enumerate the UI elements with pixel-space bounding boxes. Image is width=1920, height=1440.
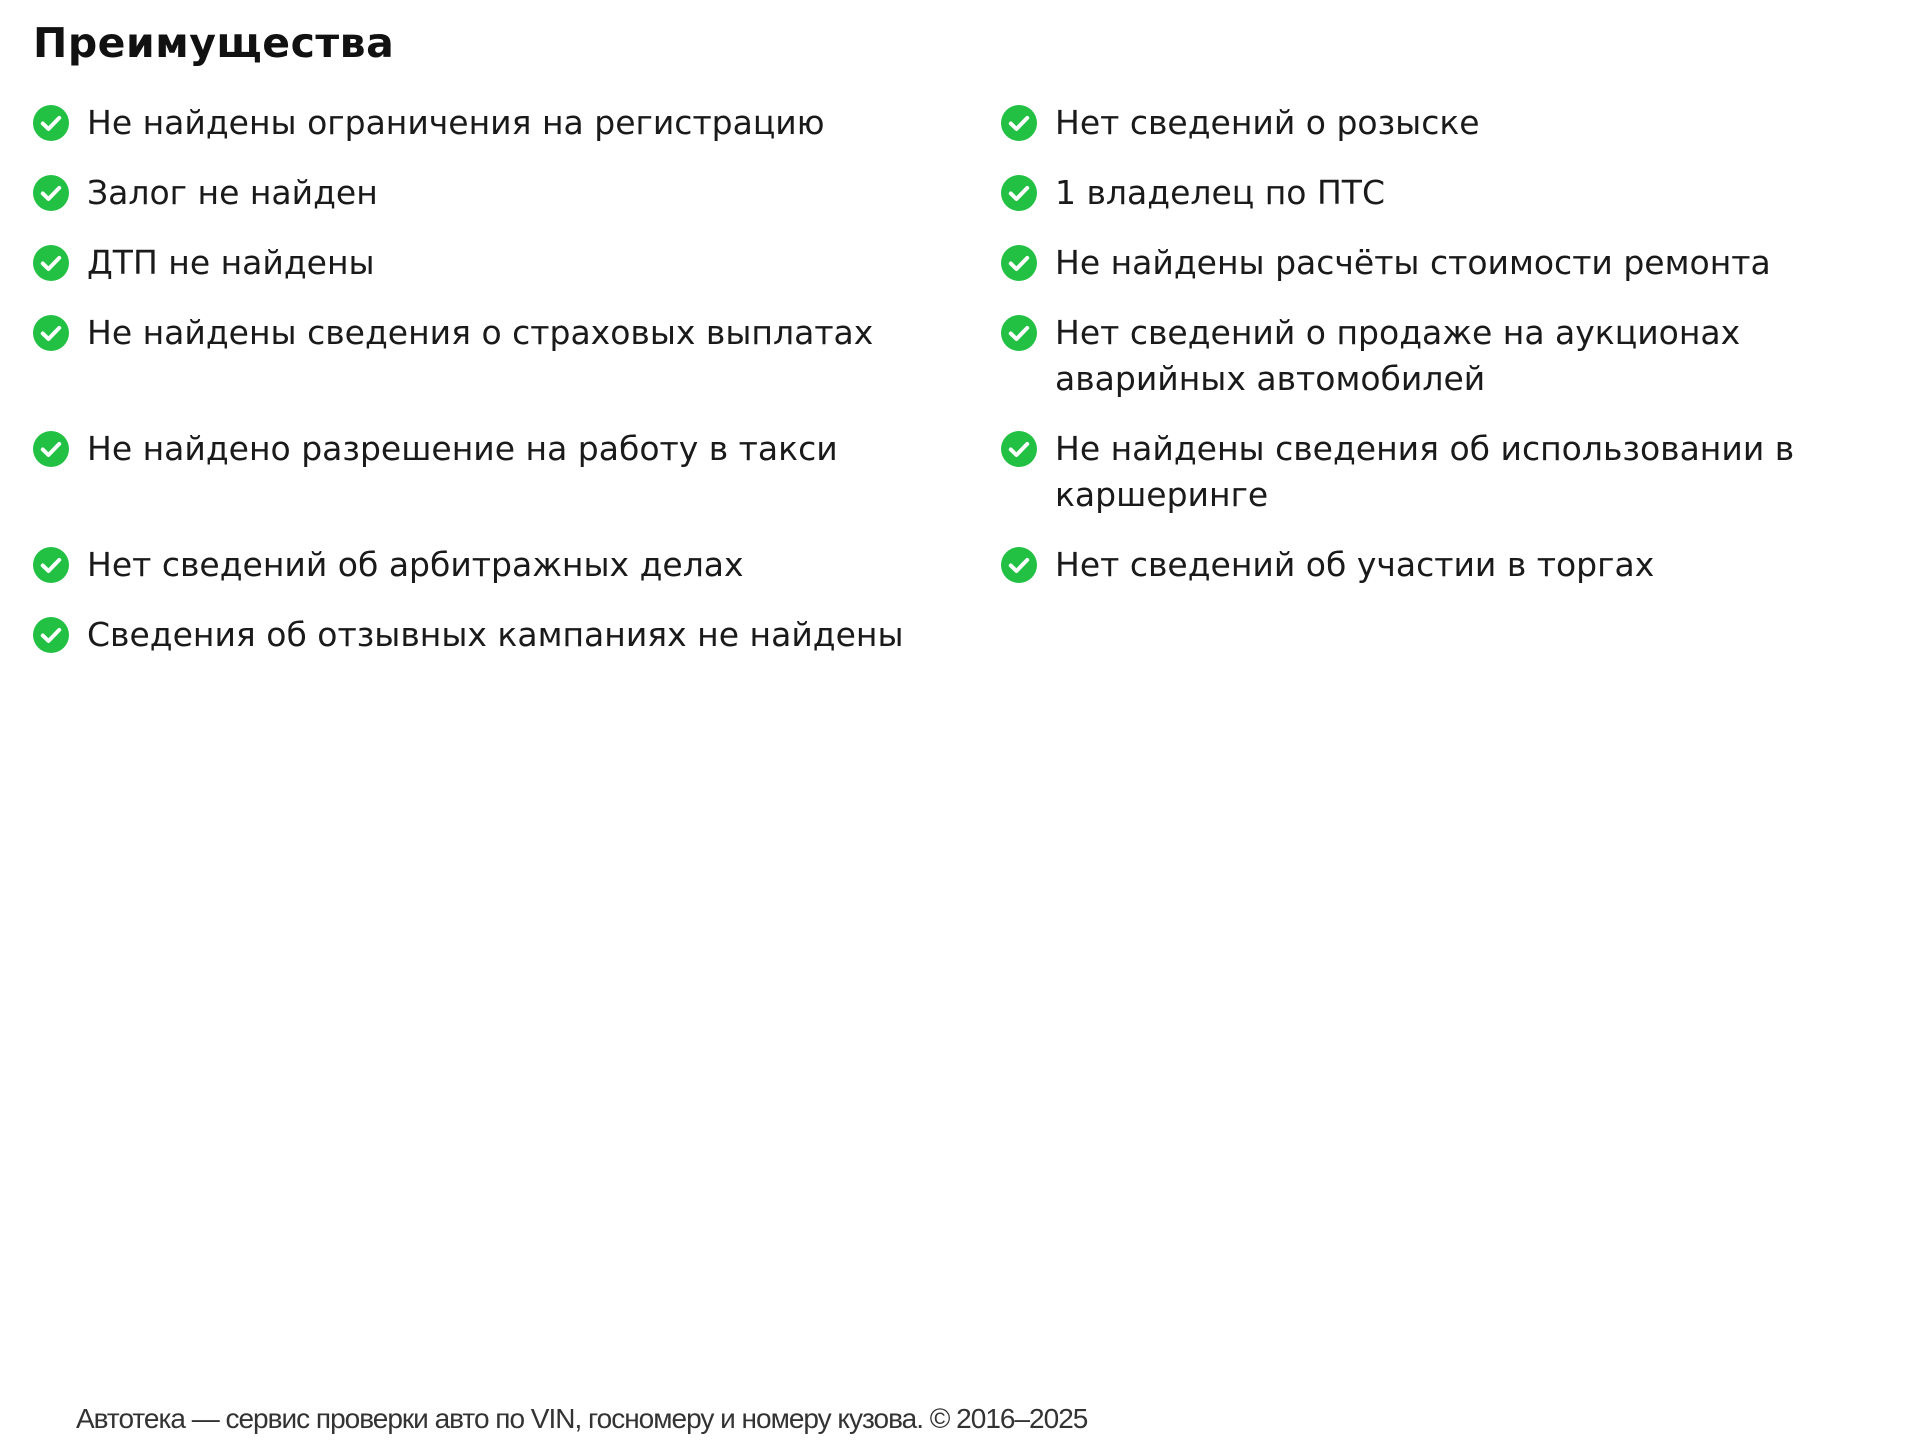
item-text: Не найдены сведения о страховых выплатах	[87, 313, 874, 352]
check-circle-icon	[33, 105, 69, 141]
item-text: ДТП не найдены	[87, 243, 375, 282]
list-item	[1001, 426, 1815, 518]
list-item	[1001, 542, 1920, 588]
check-circle-icon	[1001, 175, 1037, 211]
check-circle-icon	[33, 431, 69, 467]
list-item	[1001, 310, 1920, 402]
check-circle-icon	[1001, 245, 1037, 281]
list-item	[1001, 240, 1920, 286]
check-circle-icon	[1001, 105, 1037, 141]
list-item	[1001, 100, 1920, 146]
section-title: Преимущества	[33, 19, 395, 67]
item-text: Нет сведений о розыске	[1055, 103, 1480, 142]
list-item	[33, 240, 973, 286]
item-text: Сведения об отзывных кампаниях не найдены	[87, 615, 904, 654]
list-item	[33, 310, 973, 356]
item-text: Нет сведений об арбитражных делах	[87, 545, 744, 584]
list-item	[33, 170, 973, 216]
check-circle-icon	[33, 315, 69, 351]
check-circle-icon	[33, 245, 69, 281]
item-text: Не найдены расчёты стоимости ремонта	[1055, 243, 1771, 282]
check-circle-icon	[33, 617, 69, 653]
check-circle-icon	[1001, 431, 1037, 467]
item-text: Нет сведений о продаже на аукционах аварийных автомобилей	[1055, 313, 1741, 398]
list-item	[33, 426, 973, 472]
item-text: 1 владелец по ПТС	[1055, 173, 1385, 212]
list-item	[33, 100, 973, 146]
item-text: Не найдено разрешение на работу в такси	[87, 429, 838, 468]
check-circle-icon	[1001, 315, 1037, 351]
check-circle-icon	[33, 175, 69, 211]
advantages-list-right	[1001, 100, 1920, 612]
item-text: Нет сведений об участии в торгах	[1055, 545, 1655, 584]
list-item	[33, 542, 973, 588]
item-text: Не найдены сведения об использовании в каршеринге	[1055, 429, 1795, 514]
check-circle-icon	[33, 547, 69, 583]
item-text: Не найдены ограничения на регистрацию	[87, 103, 825, 142]
check-circle-icon	[1001, 547, 1037, 583]
list-item	[33, 612, 973, 658]
advantages-list-left	[33, 100, 973, 682]
footer-copyright: Автотека — сервис проверки авто по VIN, госномеру и номеру кузова. © 2016–2025	[76, 1403, 1088, 1434]
list-item	[1001, 170, 1920, 216]
item-text: Залог не найден	[87, 173, 378, 212]
